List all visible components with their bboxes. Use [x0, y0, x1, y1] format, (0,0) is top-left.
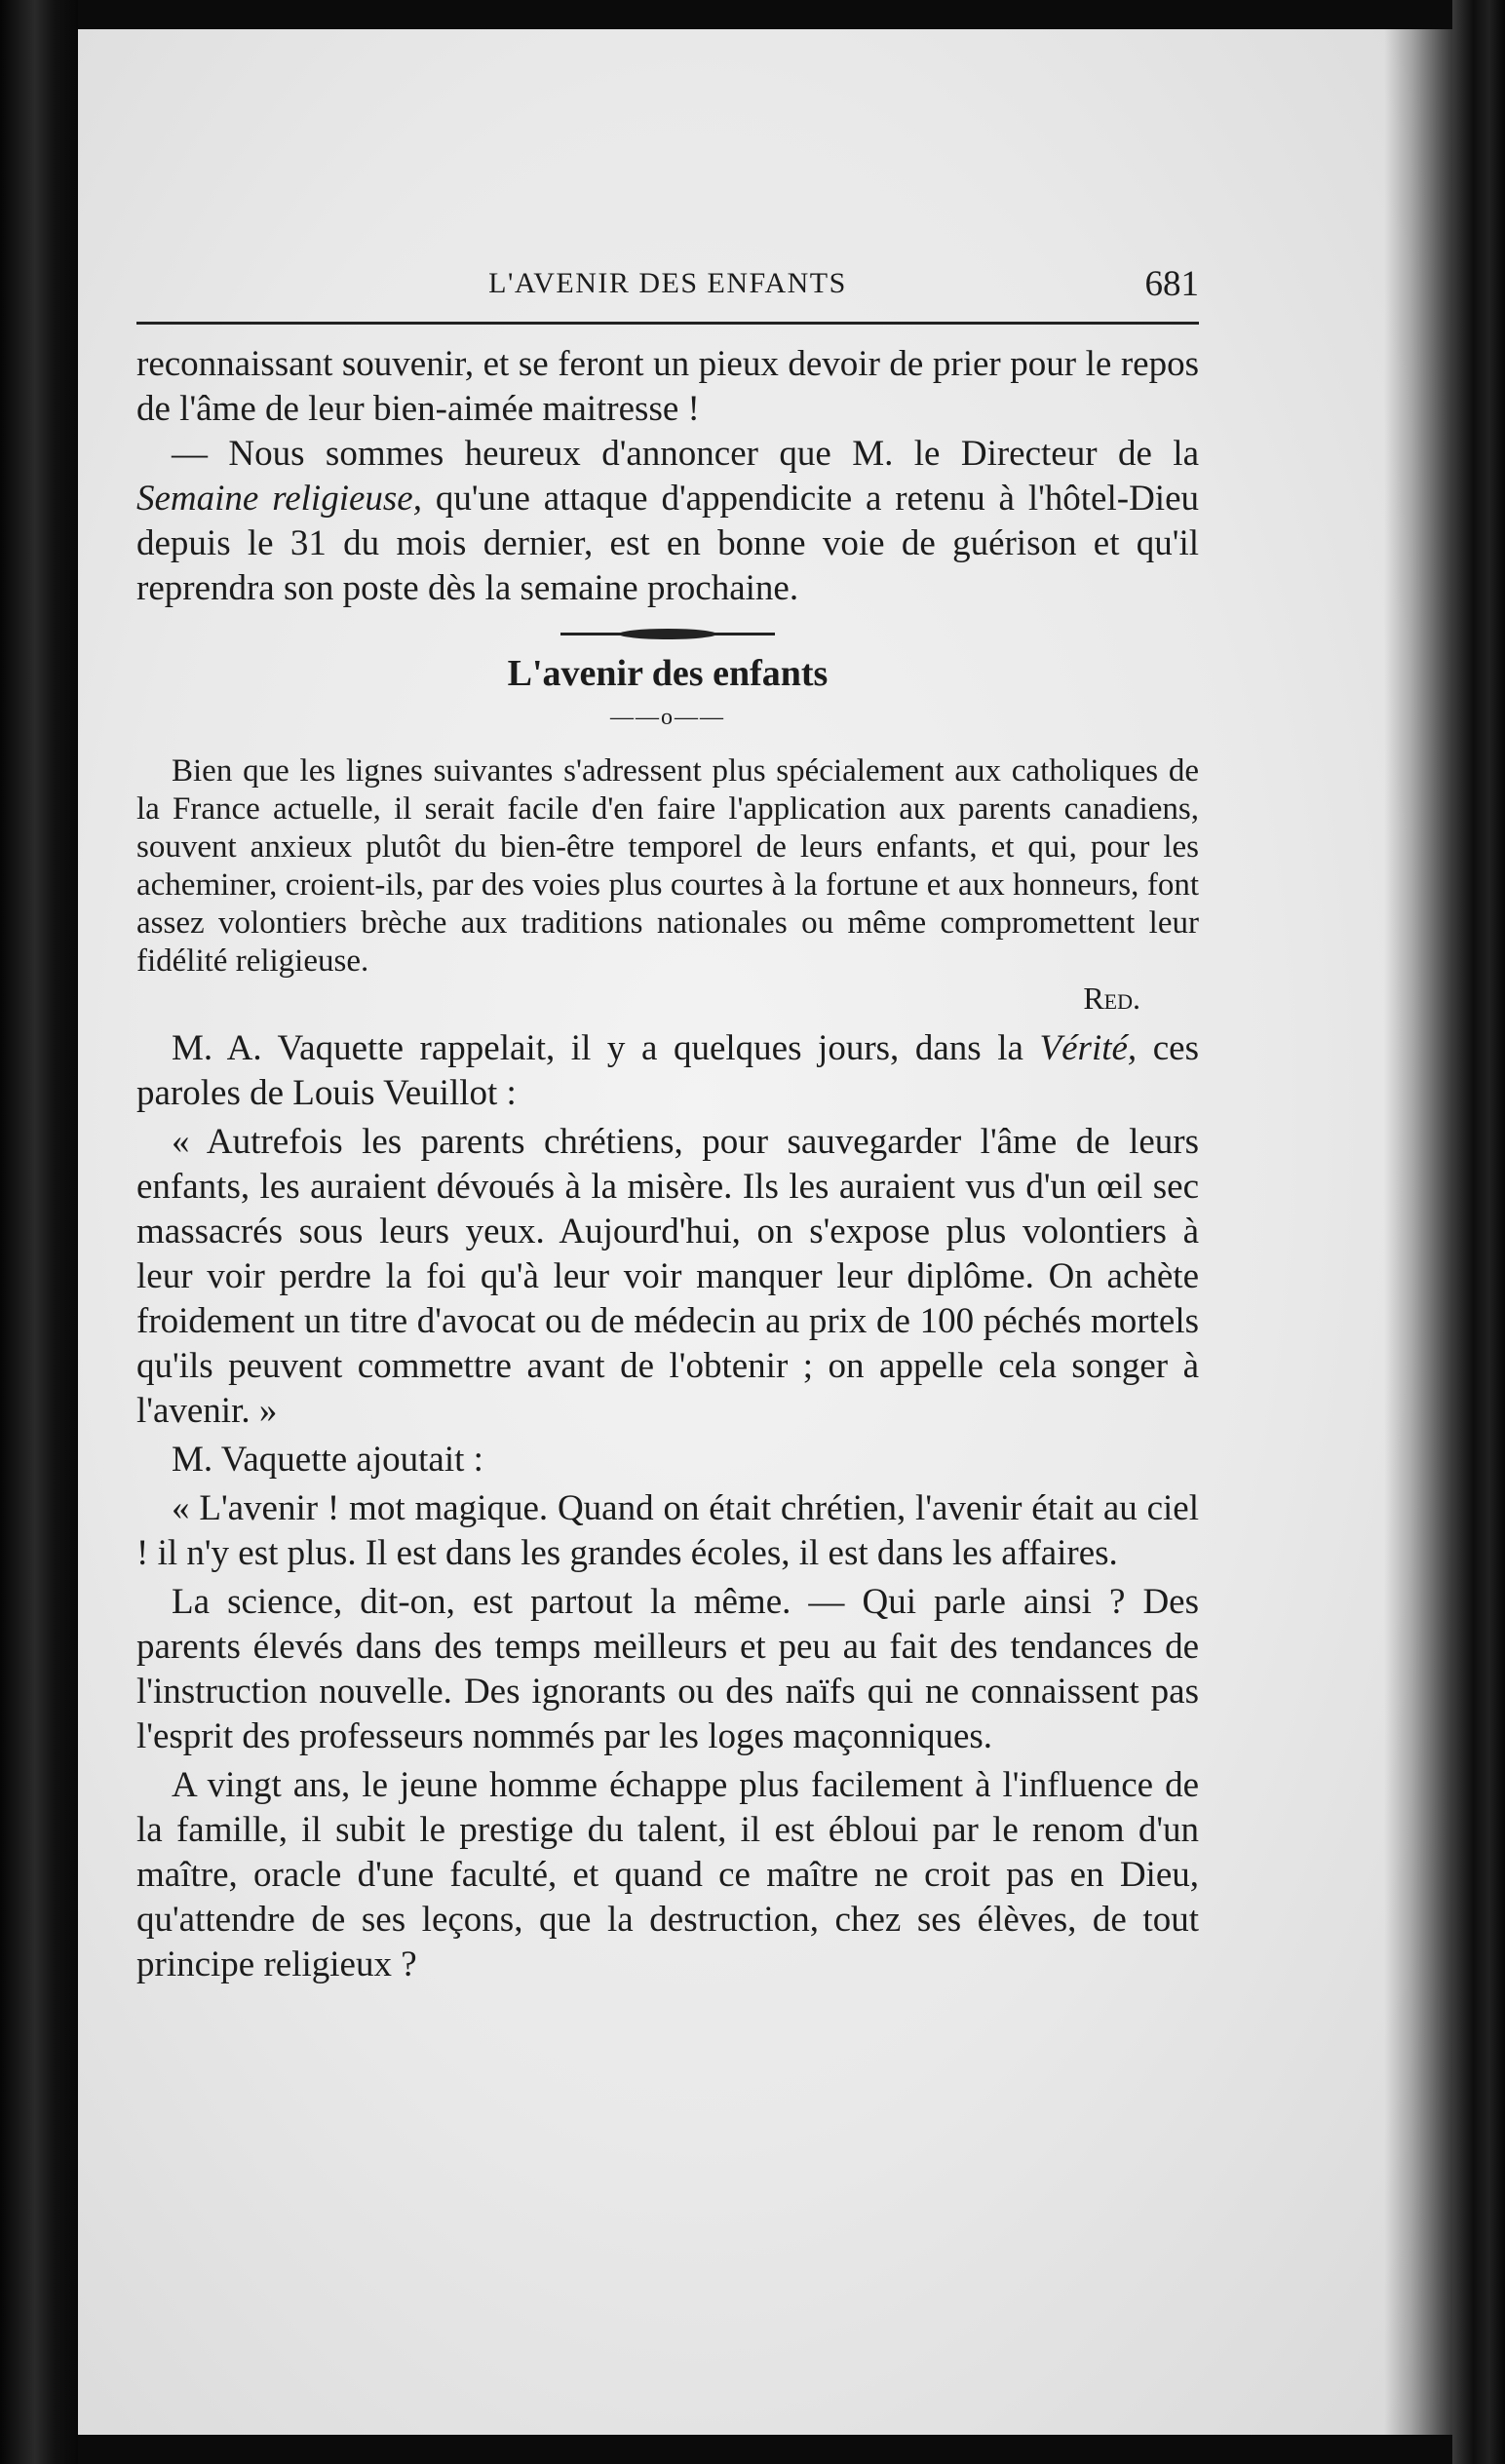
- intro-p2-italic: Semaine religieuse,: [136, 479, 422, 519]
- page-header: [136, 263, 1199, 325]
- body-paragraph-3: M. Vaquette ajoutait :: [172, 1440, 483, 1480]
- book-right-edge: [1452, 0, 1505, 2464]
- body-p1-end: ces paroles de Louis Veuillot :: [136, 1028, 1199, 1113]
- body-p1-start: M. A. Vaquette rappelait, il y a quelques jours, dans la: [172, 1028, 1040, 1068]
- body-p1-italic: Vérité,: [1039, 1028, 1138, 1068]
- intro-p2-end: qu'une attaque d'appendicite a retenu à l'hôtel-Dieu depuis le 31 du mois dernier, est en bonne voie de guérison et qu'il reprendra son poste dès la semaine prochaine.: [136, 479, 1199, 608]
- body-paragraph-4: « L'avenir ! mot magique. Quand on était chrétien, l'avenir était au ciel ! il n'y est plus. Il est dans les grandes écoles, il est dans les affaires.: [136, 1488, 1199, 1573]
- intro-paragraph-1: reconnaissant souvenir, et se feront un pieux devoir de prier pour le repos de l'âme de leur bien-aimée maitresse !: [136, 344, 1199, 429]
- page-content: [136, 263, 1199, 1987]
- body-paragraph-2: « Autrefois les parents chrétiens, pour sauvegarder l'âme de leurs enfants, les auraient dévoués à la misère. Ils les auraient vus d'un œil sec massacrés sous leurs yeux. Aujourd'hui, on s'expose plus volontiers à leur voir perdre la foi qu'à leur voir manquer leur diplôme. On achète froidement un titre d'avocat ou de médecin au prix de 100 péchés mortels qu'ils peuvent commettre avant de l'obtenir ; on appelle cela songer à l'avenir. »: [136, 1122, 1199, 1431]
- book-left-edge: [0, 0, 78, 2464]
- ornament-rule: [560, 633, 775, 635]
- editor-note-text: Bien que les lignes suivantes s'adressent plus spécialement aux catholiques de la France actuelle, il serait facile d'en faire l'application aux parents canadiens, souvent anxieux plutôt du bien-être temporel de leurs enfants, et qui, pour les acheminer, croient-ils, par des voies plus courtes à la fortune et aux honneurs, font assez volontiers brèche aux traditions nationales ou même compromettent leur fidélité religieuse.: [136, 753, 1199, 979]
- intro-paragraph-2: [136, 432, 1199, 611]
- editor-signature: Red.: [1083, 981, 1140, 1016]
- body-paragraph-6: A vingt ans, le jeune homme échappe plus facilement à l'influence de la famille, il subit le prestige du talent, il est ébloui par le renom d'un maître, oracle d'une faculté, et quand ce maître ne croit pas en Dieu, qu'attendre de ses leçons, que la destruction, chez ses élèves, de tout principe religieux ?: [136, 1765, 1199, 1984]
- article-body: [136, 1026, 1199, 1987]
- section-title: L'avenir des enfants: [507, 653, 829, 694]
- section-divider-ornament: [136, 625, 1199, 638]
- editor-note: [136, 752, 1199, 1017]
- intro-p2-start: — Nous sommes heureux d'annoncer que M. le Directeur de la: [172, 434, 1199, 474]
- page-gutter-shadow: [1384, 29, 1452, 2435]
- small-ornament: ——o——: [610, 705, 725, 730]
- running-head: L'AVENIR DES ENFANTS: [488, 267, 847, 299]
- body-paragraph-1: [136, 1026, 1199, 1116]
- page-number: 681: [1144, 264, 1199, 304]
- body-paragraph-5: La science, dit-on, est partout la même. — Qui parle ainsi ? Des parents élevés dans des temps meilleurs et peu au fait des tendances de l'instruction nouvelle. Des ignorants ou des naïfs qui ne connaissent pas l'esprit des professeurs nommés par les loges maçonniques.: [136, 1582, 1199, 1756]
